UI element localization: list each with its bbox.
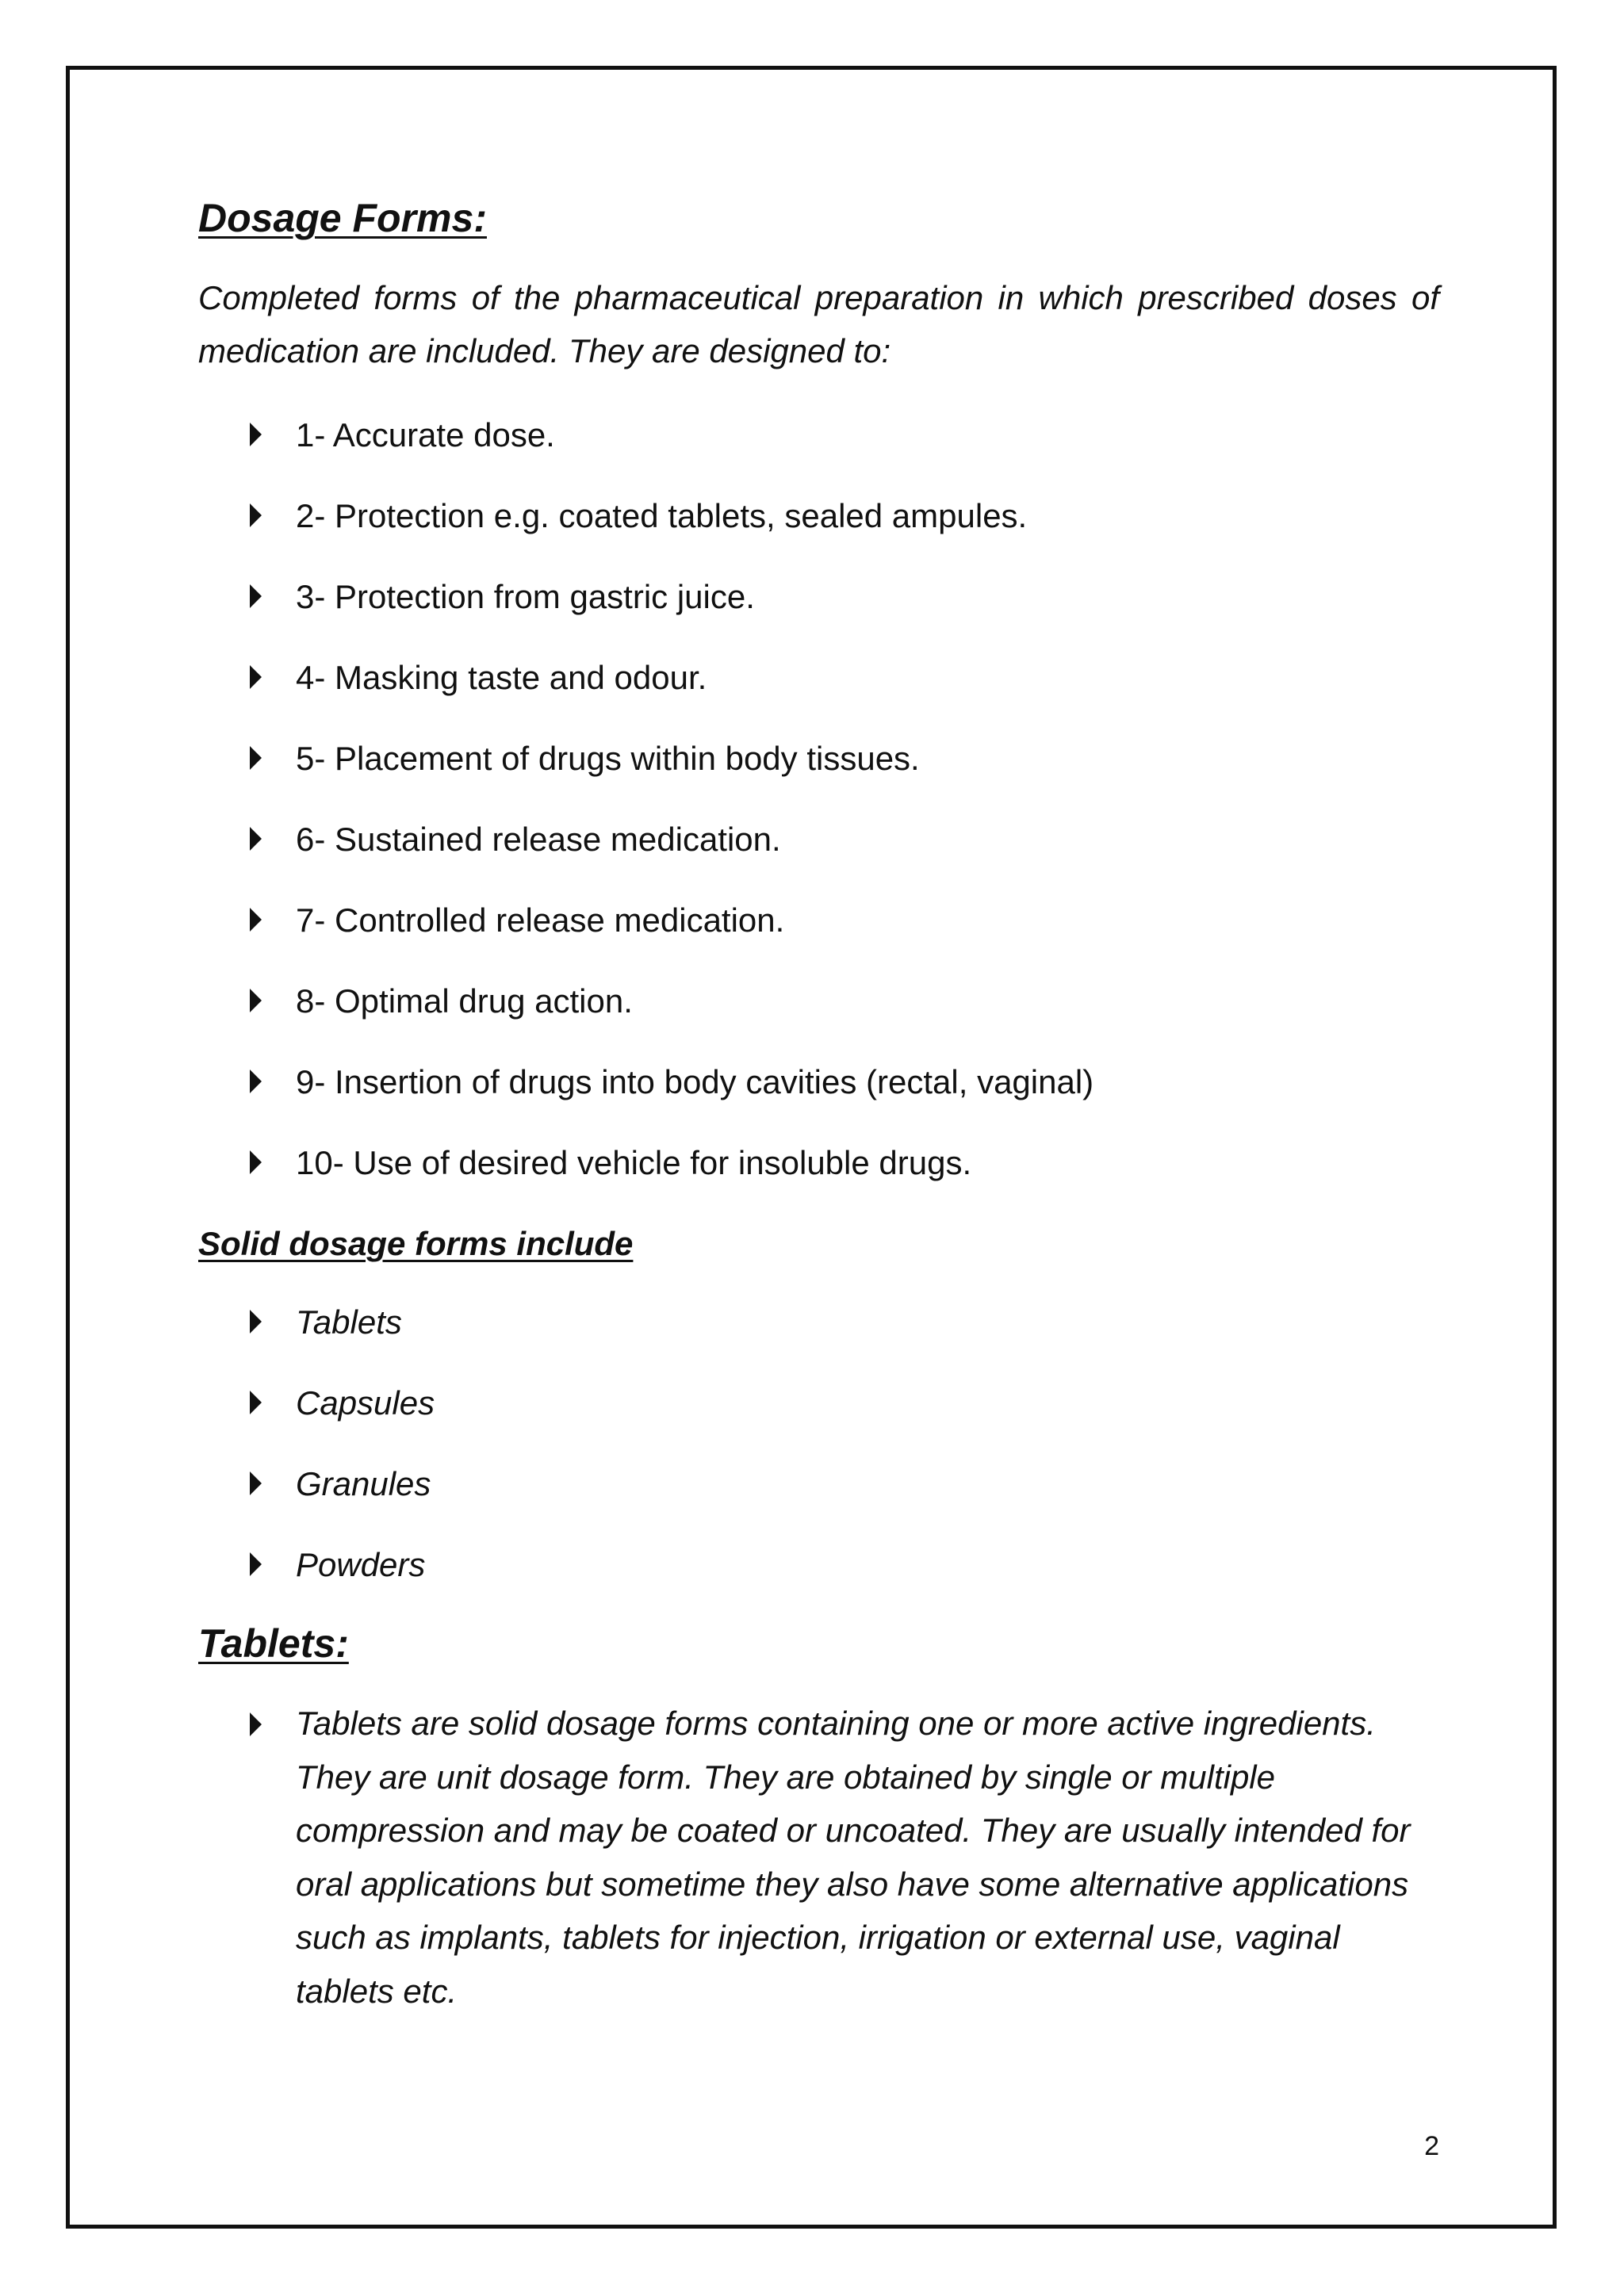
document-body (198, 198, 1439, 2018)
triangle-right-icon (250, 665, 262, 689)
page-number: 2 (1424, 2131, 1439, 2161)
list-item: Tablets (198, 1302, 1439, 1343)
list-item: 8- Optimal drug action. (198, 981, 1439, 1022)
list-item: 10- Use of desired vehicle for insoluble drugs. (198, 1142, 1439, 1184)
dosage-forms-intro: Completed forms of the pharmaceutical preparation in which prescribed doses of medication are included. They are designed to: (198, 279, 1439, 369)
list-item: Capsules (198, 1383, 1439, 1424)
triangle-right-icon (250, 584, 262, 608)
triangle-right-icon (250, 1552, 262, 1576)
list-item: Powders (198, 1544, 1439, 1586)
triangle-right-icon (250, 503, 262, 527)
triangle-right-icon (250, 827, 262, 851)
tablets-heading: Tablets: (198, 1621, 349, 1666)
tablets-description: Tablets are solid dosage forms containing one or more active ingredients. They are unit dosage form. They are obtained by single or multiple compression and may be coated or uncoated. They are usually intended for oral applications but sometime they also have some alternative applications such as implants, tablets for injection, irrigation or external use, vaginal tablets etc. (296, 1705, 1411, 2010)
list-item: 9- Insertion of drugs into body cavities (rectal, vaginal) (198, 1062, 1439, 1103)
triangle-right-icon (250, 1712, 262, 1736)
list-item: 5- Placement of drugs within body tissues. (198, 738, 1439, 779)
list-item: 6- Sustained release medication. (198, 819, 1439, 860)
triangle-right-icon (250, 423, 262, 446)
triangle-right-icon (250, 746, 262, 770)
triangle-right-icon (250, 1310, 262, 1334)
list-item: 7- Controlled release medication. (198, 900, 1439, 941)
list-item: 2- Protection e.g. coated tablets, sealed ampules. (198, 496, 1439, 537)
list-item: Granules (198, 1464, 1439, 1505)
list-item: 3- Protection from gastric juice. (198, 576, 1439, 618)
triangle-right-icon (250, 989, 262, 1012)
tablets-description-list (198, 1697, 1439, 2018)
triangle-right-icon (250, 1150, 262, 1174)
solid-forms-list (198, 1302, 1439, 1586)
triangle-right-icon (250, 908, 262, 932)
list-item: 4- Masking taste and odour. (198, 657, 1439, 698)
triangle-right-icon (250, 1070, 262, 1093)
list-item (198, 1697, 1439, 2018)
solid-forms-heading: Solid dosage forms include (198, 1225, 634, 1262)
dosage-purposes-list (198, 415, 1439, 1184)
dosage-forms-heading: Dosage Forms: (198, 196, 487, 240)
list-item: 1- Accurate dose. (198, 415, 1439, 456)
triangle-right-icon (250, 1391, 262, 1414)
triangle-right-icon (250, 1471, 262, 1495)
